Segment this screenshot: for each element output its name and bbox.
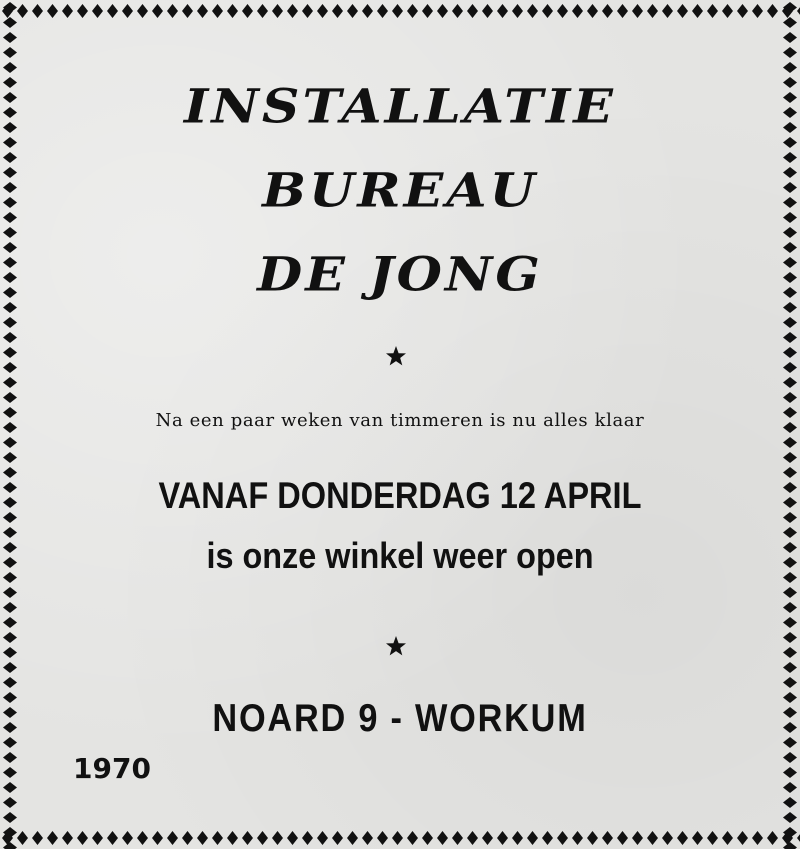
- reopening-date: VANAF DONDERDAG 12 APRIL: [158, 475, 642, 516]
- headline-line-1: INSTALLATIE: [184, 79, 616, 134]
- year-label: 1970: [73, 752, 151, 785]
- store-address: NOARD 9 - WORKUM: [212, 697, 588, 740]
- star-icon: [385, 635, 407, 657]
- headline-line-2: BUREAU: [262, 163, 538, 218]
- diamond-border-bottom-icon: [0, 827, 800, 849]
- star-icon: [385, 345, 407, 367]
- intro-text: Na een paar weken van timmeren is nu alles klaar: [155, 410, 645, 431]
- reopening-message: is onze winkel weer open: [206, 535, 594, 576]
- diamond-border-top-icon: [0, 0, 800, 22]
- headline-line-3: DE JONG: [257, 247, 543, 302]
